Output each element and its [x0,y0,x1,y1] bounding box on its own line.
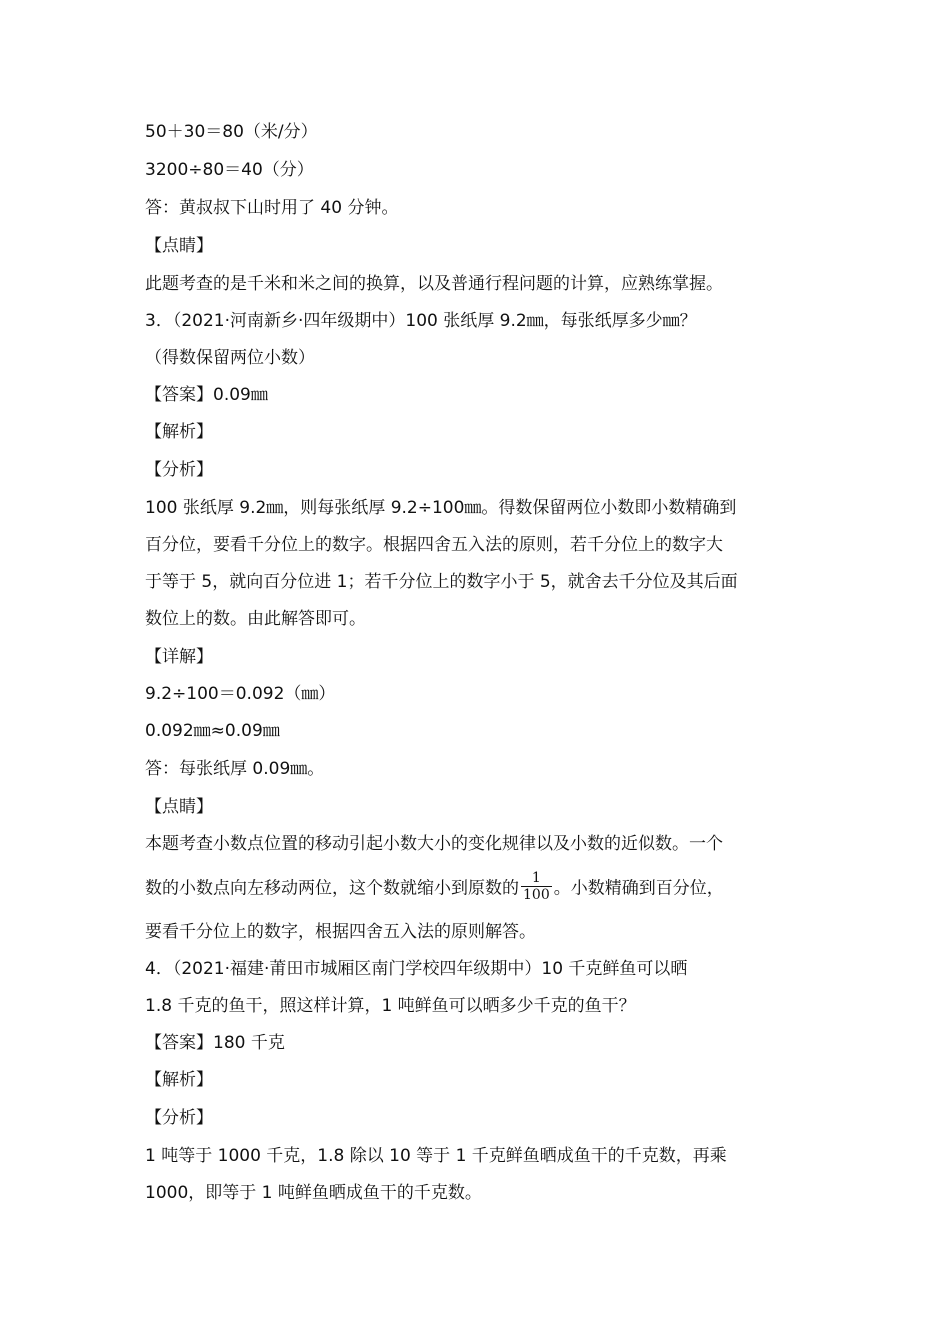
question-text: 1.8 千克的鱼干，照这样计算，1 吨鲜鱼可以晒多少千克的鱼干？ [145,996,636,1016]
text-line: 于等于 5，就向百分位进 1；若千分位上的数字小于 5，就舍去千分位及其后面 [145,572,738,592]
text-line: 3200÷80＝40（分） [145,160,314,180]
section-heading: 【详解】 [145,647,213,667]
text-line: 50＋30＝80（米/分） [145,122,318,142]
section-heading: 【解析】 [145,1070,213,1090]
question-text: 3．（2021·河南新乡·四年级期中）100 张纸厚 9.2㎜，每张纸厚多少㎜？ [145,311,697,331]
question-text: 4．（2021·福建·莆田市城厢区南门学校四年级期中）10 千克鲜鱼可以晒 [145,959,688,979]
text-line: 0.092㎜≈0.09㎜ [145,721,280,741]
text-line: 100 张纸厚 9.2㎜，则每张纸厚 9.2÷100㎜。得数保留两位小数即小数精确到 [145,498,737,518]
text-line: 要看千分位上的数字，根据四舍五入法的原则解答。 [145,922,536,942]
fraction-line-before: 数的小数点向左移动两位，这个数就缩小到原数的 [145,878,519,899]
fraction [521,870,552,903]
text-line: 1000，即等于 1 吨鲜鱼晒成鱼干的千克数。 [145,1183,482,1203]
section-heading: 【点睛】 [145,236,213,256]
text-line: 百分位，要看千分位上的数字。根据四舍五入法的原则，若千分位上的数字大 [145,535,723,555]
text-line: 9.2÷100＝0.092（㎜） [145,684,336,704]
text-line: 此题考查的是千米和米之间的换算，以及普通行程问题的计算，应熟练掌握。 [145,274,723,294]
answer-line: 【答案】180 千克 [145,1033,285,1053]
text-line: 答：每张纸厚 0.09㎜。 [145,759,325,779]
text-line: 1 吨等于 1000 千克，1.8 除以 10 等于 1 千克鲜鱼晒成鱼干的千克数，再乘 [145,1146,727,1166]
section-heading: 【解析】 [145,422,213,442]
section-heading: 【分析】 [145,1108,213,1128]
fraction-line [145,872,724,905]
fraction-line-after: 。小数精确到百分位， [553,878,724,899]
section-heading: 【点睛】 [145,797,213,817]
fraction-denominator: 100 [523,887,550,903]
text-line: 答：黄叔叔下山时用了 40 分钟。 [145,198,399,218]
section-heading: 【分析】 [145,460,213,480]
text-line: 数位上的数。由此解答即可。 [145,609,366,629]
question-text: （得数保留两位小数） [145,348,315,368]
answer-line: 【答案】0.09㎜ [145,385,268,405]
text-line: 本题考查小数点位置的移动引起小数大小的变化规律以及小数的近似数。一个 [145,834,723,854]
fraction-numerator: 1 [531,870,541,886]
